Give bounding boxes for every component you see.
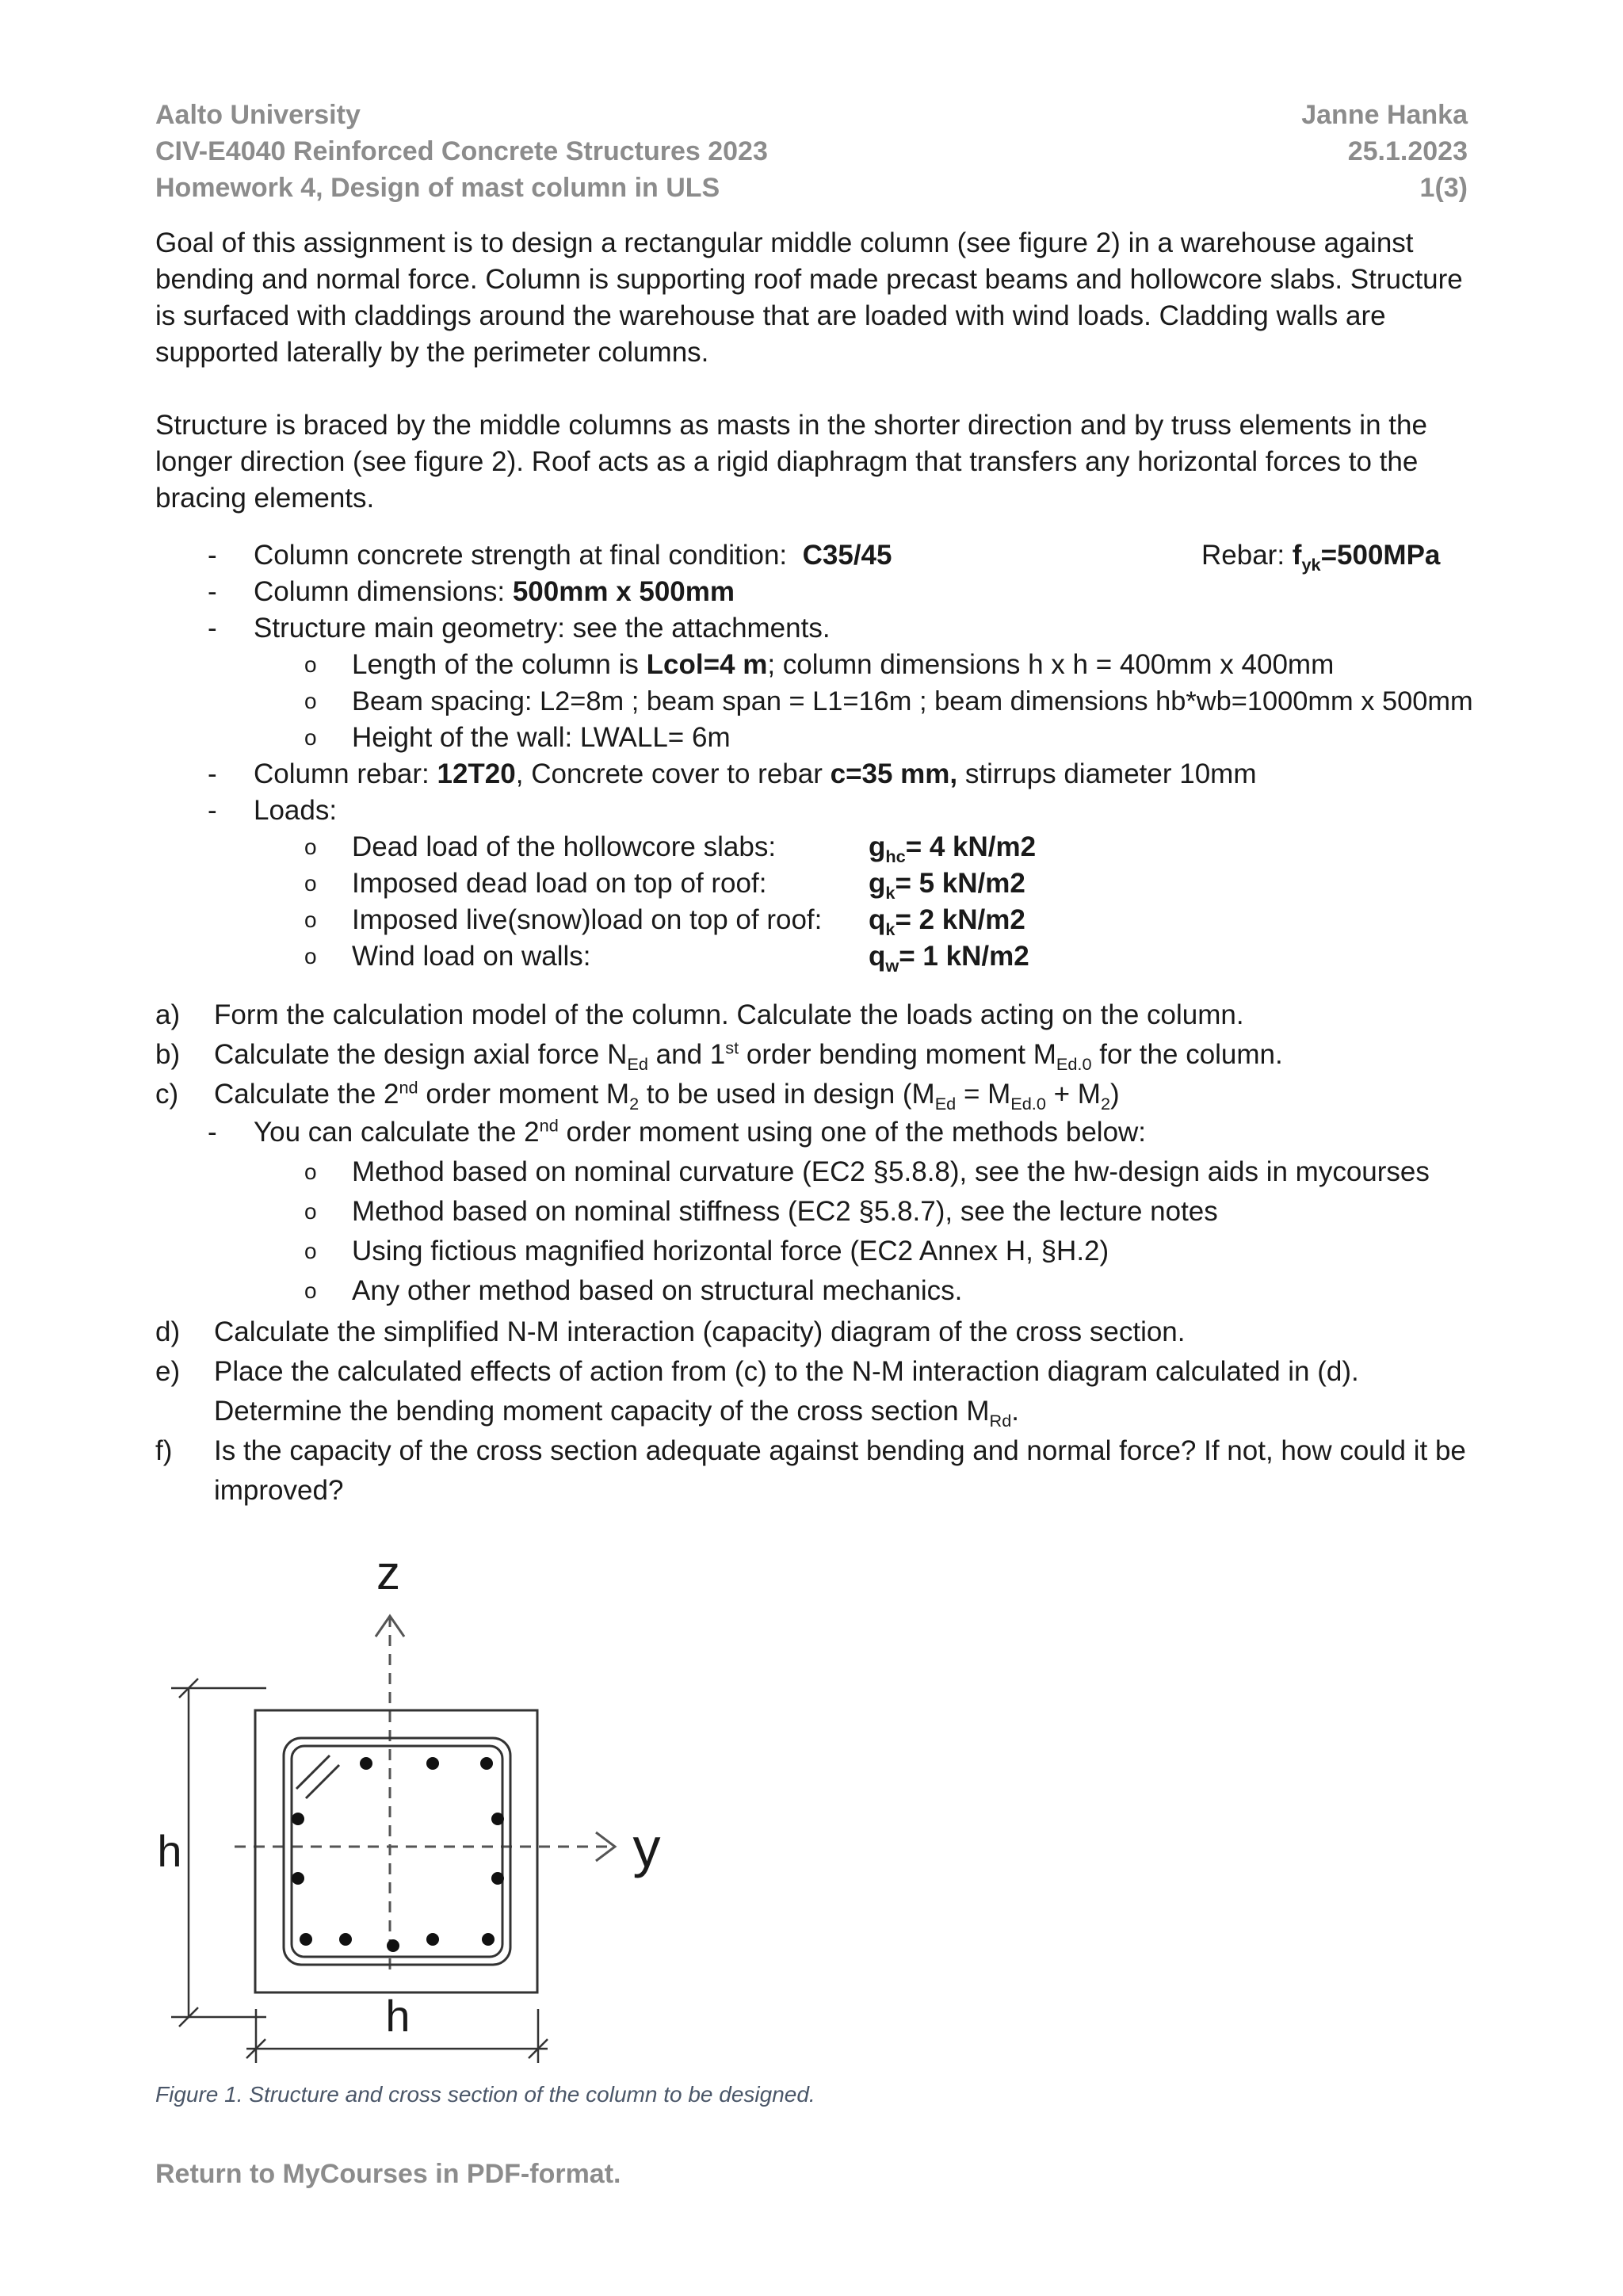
loads-label: Loads: bbox=[254, 795, 338, 826]
task-b-part: for the column. bbox=[1091, 1039, 1283, 1070]
bullet-circle: o bbox=[304, 1159, 317, 1184]
y-axis-label: y bbox=[632, 1817, 661, 1878]
load-row bbox=[155, 938, 1503, 975]
beam-text: Beam spacing: L2=8m ; beam span = L1=16m ; beam dimensions hb*wb=1000mm x 500mm bbox=[352, 686, 1473, 716]
bullet-circle: o bbox=[304, 689, 317, 713]
rebar-dot bbox=[426, 1757, 439, 1770]
list-item-geometry bbox=[155, 610, 1503, 647]
task-c-part: = M bbox=[956, 1079, 1011, 1110]
task-text: Form the calculation model of the column. Calculate the loads acting on the column. bbox=[214, 999, 1244, 1030]
task-b-sup: st bbox=[725, 1037, 739, 1058]
task-letter: d) bbox=[155, 1316, 181, 1347]
intro-paragraph-1 bbox=[155, 225, 1487, 371]
task-letter: c) bbox=[155, 1079, 179, 1110]
task-c-sub: Ed bbox=[934, 1094, 957, 1114]
bullet-dash: - bbox=[208, 795, 217, 826]
list-item-column-length bbox=[155, 647, 1503, 683]
task-text bbox=[214, 1035, 1503, 1075]
rebar-dot bbox=[339, 1933, 352, 1946]
task-c-part: Calculate the 2 bbox=[214, 1079, 399, 1110]
task-e-part: . bbox=[1011, 1396, 1019, 1427]
bullet-circle: o bbox=[304, 1278, 317, 1303]
load-value bbox=[869, 865, 1025, 902]
bullet-dash: - bbox=[208, 758, 217, 789]
rebar-col-a: Column rebar: bbox=[254, 758, 430, 789]
list-item-beam bbox=[155, 683, 1503, 720]
task-b-part: Calculate the design axial force N bbox=[214, 1039, 628, 1070]
load-label: Imposed dead load on top of roof: bbox=[352, 868, 767, 899]
task-letter: e) bbox=[155, 1356, 181, 1387]
load-amount: = 2 kN/m2 bbox=[895, 904, 1025, 935]
load-row bbox=[155, 902, 1503, 938]
concrete-label: Column concrete strength at final condition: bbox=[254, 540, 788, 571]
task-d bbox=[155, 1312, 1503, 1352]
dims-label: Column dimensions: bbox=[254, 576, 506, 607]
header-author: Janne Hanka bbox=[1301, 100, 1468, 130]
list-item-wall bbox=[155, 720, 1503, 756]
method-item bbox=[155, 1194, 1503, 1233]
task-letter: f) bbox=[155, 1435, 173, 1466]
concrete-text bbox=[254, 537, 892, 574]
bullet-circle: o bbox=[304, 835, 317, 859]
header-right bbox=[1301, 97, 1468, 206]
task-e bbox=[155, 1352, 1503, 1431]
rebar-dot bbox=[480, 1757, 493, 1770]
method-intro-text bbox=[254, 1114, 1146, 1151]
task-c-method-intro bbox=[155, 1114, 1503, 1154]
bullet-dash: - bbox=[208, 576, 217, 607]
task-f-line1: Is the capacity of the cross section adequate against bending and normal force? If not, how could it be bbox=[214, 1435, 1466, 1466]
load-row bbox=[155, 865, 1503, 902]
task-c-part: + M bbox=[1045, 1079, 1101, 1110]
dimension-label-bottom: h bbox=[385, 1991, 411, 2041]
load-value bbox=[869, 938, 1029, 975]
rebar-dot bbox=[491, 1872, 504, 1885]
list-item-concrete bbox=[155, 537, 1503, 574]
z-axis-label: z bbox=[376, 1546, 400, 1599]
wall-text: Height of the wall: LWALL= 6m bbox=[352, 722, 731, 753]
z-axis bbox=[376, 1616, 404, 1977]
dimension-left bbox=[171, 1679, 266, 2027]
method-item bbox=[155, 1273, 1503, 1312]
rebar-dot bbox=[292, 1872, 304, 1885]
task-text: Calculate the simplified N-M interaction (capacity) diagram of the cross section. bbox=[214, 1316, 1186, 1347]
task-text bbox=[214, 1431, 1503, 1511]
task-text bbox=[214, 1075, 1503, 1114]
method-text: Method based on nominal curvature (EC2 §5.8.8), see the hw-design aids in mycourses bbox=[352, 1156, 1430, 1187]
task-e-part: Determine the bending moment capacity of the cross section M bbox=[214, 1396, 990, 1427]
rebar-dot bbox=[360, 1757, 372, 1770]
bullet-dash: - bbox=[208, 540, 217, 571]
load-label: Wind load on walls: bbox=[352, 941, 591, 972]
header-homework: Homework 4, Design of mast column in ULS bbox=[155, 173, 720, 203]
bullet-circle: o bbox=[304, 1199, 317, 1224]
rebars bbox=[292, 1757, 504, 1952]
load-value bbox=[869, 829, 1036, 865]
method-text: Any other method based on structural mechanics. bbox=[352, 1275, 963, 1306]
intro-text-2: Structure is braced by the middle columns as masts in the shorter direction and by truss elements in the longer direction (see figure 2). Roof acts as a rigid diaphragm that transfers any horizontal forces to the bracing elements. bbox=[155, 410, 1427, 514]
rebar-dot bbox=[482, 1933, 495, 1946]
method-text: Using fictious magnified horizontal force (EC2 Annex H, §H.2) bbox=[352, 1236, 1109, 1266]
rebar-dot bbox=[426, 1933, 439, 1946]
load-symbol: q bbox=[869, 941, 886, 972]
dims-value: 500mm x 500mm bbox=[512, 576, 735, 607]
rebar-dot bbox=[491, 1813, 504, 1825]
concrete-value: C35/45 bbox=[802, 540, 892, 571]
bullet-circle: o bbox=[304, 944, 317, 968]
bullet-circle: o bbox=[304, 652, 317, 677]
rebar-col-d: c=35 mm, bbox=[830, 758, 958, 789]
task-e-line2 bbox=[214, 1392, 1503, 1431]
method-intro-part: You can calculate the 2 bbox=[254, 1117, 540, 1148]
stirrup-hook bbox=[296, 1755, 339, 1798]
rebar-col-b: 12T20 bbox=[437, 758, 516, 789]
list-item-column-rebar bbox=[155, 756, 1503, 793]
task-c-part: ) bbox=[1110, 1079, 1120, 1110]
task-f-line2: improved? bbox=[214, 1475, 344, 1506]
stirrup-inner bbox=[292, 1746, 502, 1957]
bullet-dash: - bbox=[208, 613, 217, 644]
load-symbol: q bbox=[869, 904, 886, 935]
task-c-part: order moment M bbox=[418, 1079, 630, 1110]
task-c-sub: 2 bbox=[629, 1094, 640, 1114]
header-page-number: 1(3) bbox=[1419, 173, 1468, 203]
header-date: 25.1.2023 bbox=[1347, 136, 1468, 166]
task-c-sup: nd bbox=[399, 1077, 418, 1098]
task-b-sub: Ed.0 bbox=[1056, 1054, 1092, 1074]
rebar-label: Rebar: bbox=[1201, 540, 1285, 571]
task-text bbox=[214, 1352, 1503, 1431]
rebar-dot bbox=[387, 1939, 399, 1952]
bullet-dash: - bbox=[208, 1117, 217, 1148]
task-letter: a) bbox=[155, 999, 181, 1030]
load-subscript: k bbox=[885, 883, 896, 903]
rebar-col-c: , Concrete cover to rebar bbox=[515, 758, 823, 789]
rebar-value: =500MPa bbox=[1320, 540, 1441, 571]
rebar-dot bbox=[292, 1813, 304, 1825]
task-b bbox=[155, 1035, 1503, 1075]
figure-caption: Figure 1. Structure and cross section of the column to be designed. bbox=[155, 2082, 815, 2107]
column-rebar-text bbox=[254, 756, 1256, 793]
dims-text bbox=[254, 574, 735, 610]
rebar-col-e: stirrups diameter 10mm bbox=[964, 758, 1257, 789]
header-course: CIV-E4040 Reinforced Concrete Structures 2023 bbox=[155, 136, 768, 166]
task-c bbox=[155, 1075, 1503, 1114]
load-symbol: g bbox=[869, 831, 886, 862]
length-text-c: ; column dimensions h x h = 400mm x 400mm bbox=[767, 649, 1335, 680]
dimension-label-left: h bbox=[157, 1826, 182, 1876]
task-c-sub: 2 bbox=[1100, 1094, 1111, 1114]
task-e-line1: Place the calculated effects of action from (c) to the N-M interaction diagram calculated in (d). bbox=[214, 1356, 1359, 1387]
bullet-circle: o bbox=[304, 907, 317, 932]
rebar-strength bbox=[1201, 537, 1440, 574]
load-row bbox=[155, 829, 1503, 865]
rebar-subscript: yk bbox=[1301, 555, 1321, 575]
length-text-a: Length of the column is bbox=[352, 649, 639, 680]
method-intro-sup: nd bbox=[539, 1115, 559, 1136]
method-intro-part: order moment using one of the methods below: bbox=[558, 1117, 1147, 1148]
task-b-part: and 1 bbox=[647, 1039, 726, 1070]
footer-instruction: Return to MyCourses in PDF-format. bbox=[155, 2159, 621, 2189]
load-subscript: hc bbox=[885, 846, 906, 866]
length-value: Lcol=4 m bbox=[646, 649, 768, 680]
load-amount: = 1 kN/m2 bbox=[899, 941, 1029, 972]
parameter-list bbox=[155, 537, 1503, 975]
bullet-circle: o bbox=[304, 725, 317, 750]
header-left bbox=[155, 97, 768, 206]
task-c-part: to be used in design (M bbox=[639, 1079, 935, 1110]
load-amount: = 5 kN/m2 bbox=[895, 868, 1025, 899]
task-c-sub: Ed.0 bbox=[1010, 1094, 1046, 1114]
load-subscript: k bbox=[885, 919, 896, 939]
header-university: Aalto University bbox=[155, 100, 361, 130]
load-value bbox=[869, 902, 1025, 938]
stirrup-outer bbox=[284, 1738, 510, 1965]
method-item bbox=[155, 1154, 1503, 1194]
method-item bbox=[155, 1233, 1503, 1273]
task-list bbox=[155, 995, 1503, 1511]
intro-paragraph-2 bbox=[155, 407, 1487, 517]
list-item-dimensions bbox=[155, 574, 1503, 610]
task-letter: b) bbox=[155, 1039, 181, 1070]
bullet-circle: o bbox=[304, 1239, 317, 1263]
intro-text-1: Goal of this assignment is to design a rectangular middle column (see figure 2) in a warehouse against bending and normal force. Column is supporting roof made precast beams and hollowcore slabs. Structure is surfaced with claddings around the warehouse that are loaded with wind loads. Cladding walls are supported laterally by the perimeter columns. bbox=[155, 227, 1463, 368]
list-item-loads bbox=[155, 793, 1503, 829]
task-b-part: order bending moment M bbox=[739, 1039, 1056, 1070]
load-label: Imposed live(snow)load on top of roof: bbox=[352, 904, 823, 935]
bullet-circle: o bbox=[304, 871, 317, 896]
geometry-label: Structure main geometry: see the attachments. bbox=[254, 613, 831, 644]
rebar-symbol: f bbox=[1292, 540, 1302, 571]
column-length-text bbox=[352, 647, 1334, 683]
task-a bbox=[155, 995, 1503, 1035]
load-symbol: g bbox=[869, 868, 886, 899]
rebar-dot bbox=[300, 1933, 312, 1946]
method-text: Method based on nominal stiffness (EC2 §5.8.7), see the lecture notes bbox=[352, 1196, 1218, 1227]
load-subscript: w bbox=[885, 956, 899, 976]
load-label: Dead load of the hollowcore slabs: bbox=[352, 831, 777, 862]
task-e-sub: Rd bbox=[989, 1411, 1012, 1431]
task-b-sub: Ed bbox=[627, 1054, 648, 1074]
cross-section-figure bbox=[155, 1534, 726, 2073]
load-amount: = 4 kN/m2 bbox=[905, 831, 1037, 862]
task-f bbox=[155, 1431, 1503, 1511]
